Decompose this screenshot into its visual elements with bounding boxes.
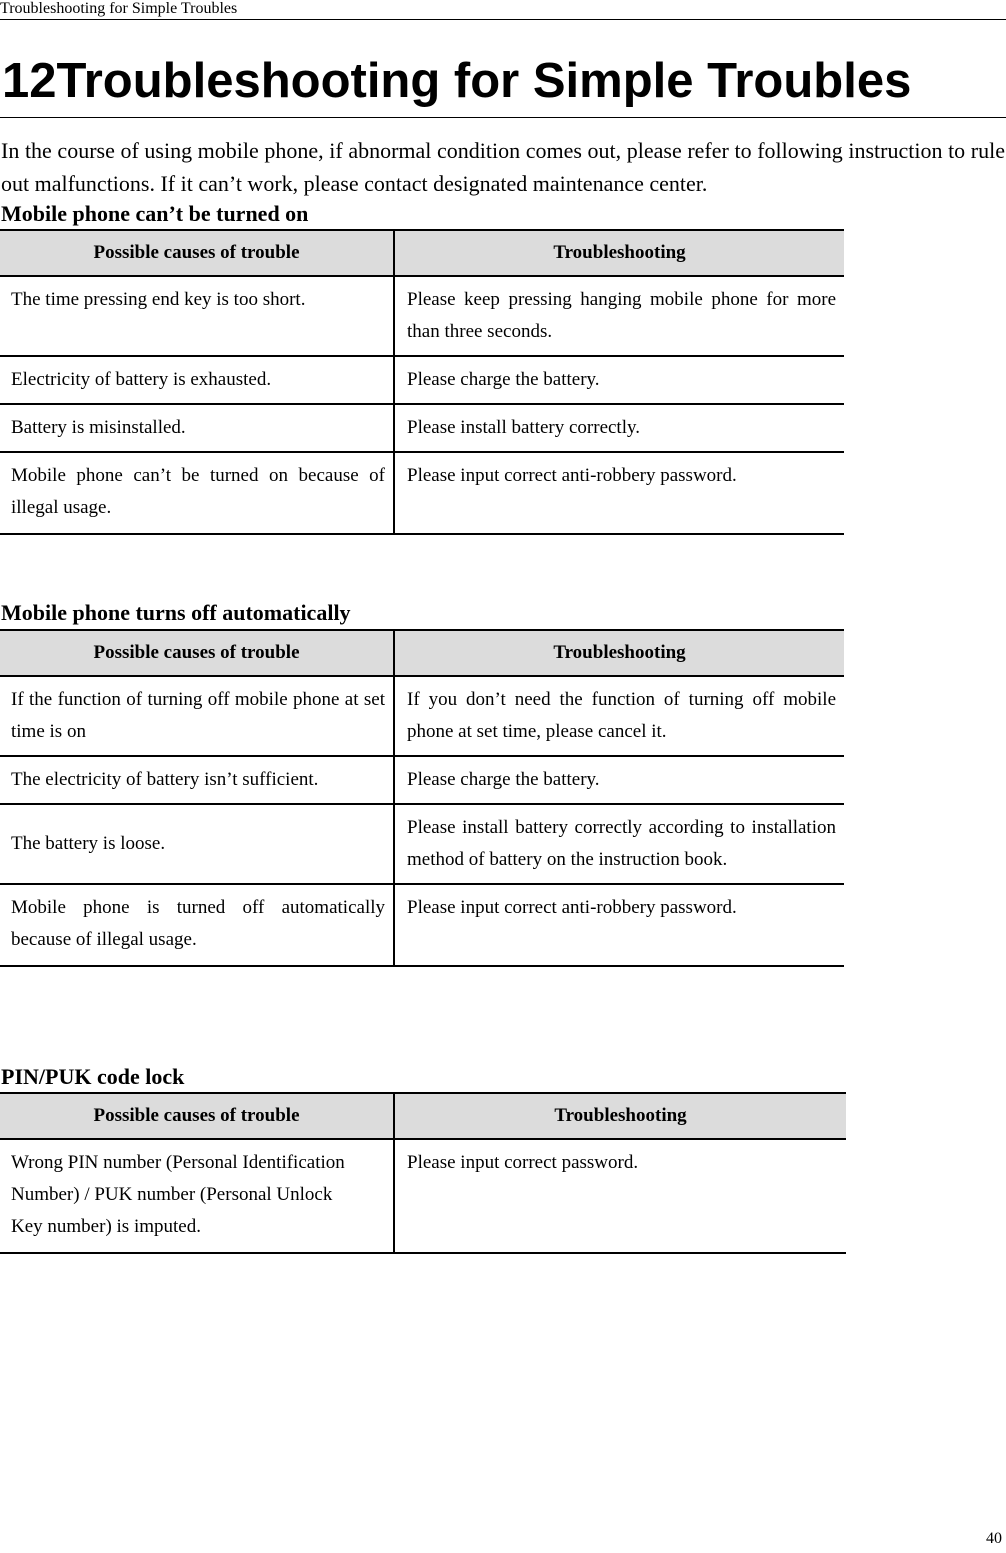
table-header-row xyxy=(0,230,844,276)
running-header: Troubleshooting for Simple Troubles xyxy=(0,0,1006,20)
page-number: 40 xyxy=(986,1530,1002,1547)
section-heading-cannot-turn-on: Mobile phone can’t be turned on xyxy=(1,201,309,226)
chapter-title: 12Troubleshooting for Simple Troubles xyxy=(2,54,912,108)
column-header-troubleshooting: Troubleshooting xyxy=(394,630,844,676)
cause-cell: Electricity of battery is exhausted. xyxy=(0,356,394,404)
table-header-row xyxy=(0,630,844,676)
table-row xyxy=(0,276,844,356)
column-header-causes: Possible causes of trouble xyxy=(0,1093,394,1139)
table-row xyxy=(0,756,844,804)
column-header-troubleshooting: Troubleshooting xyxy=(394,230,844,276)
fix-cell: Please charge the battery. xyxy=(394,356,844,404)
table-row xyxy=(0,404,844,452)
column-header-causes: Possible causes of trouble xyxy=(0,630,394,676)
fix-cell: Please input correct anti-robbery password. xyxy=(394,884,844,966)
chapter-title-rule xyxy=(0,117,1006,118)
cause-cell: The battery is loose. xyxy=(0,804,394,884)
fix-cell: Please input correct password. xyxy=(394,1139,846,1253)
table-row xyxy=(0,356,844,404)
troubleshooting-table-cannot-turn-on xyxy=(0,229,844,535)
column-header-causes: Possible causes of trouble xyxy=(0,230,394,276)
fix-cell: Please install battery correctly according to installation method of battery on the instruction book. xyxy=(394,804,844,884)
fix-cell: Please input correct anti-robbery password. xyxy=(394,452,844,534)
table-row xyxy=(0,884,844,966)
table-row xyxy=(0,676,844,756)
column-header-troubleshooting: Troubleshooting xyxy=(394,1093,846,1139)
cause-cell: Battery is misinstalled. xyxy=(0,404,394,452)
cause-cell: The electricity of battery isn’t sufficient. xyxy=(0,756,394,804)
fix-cell: If you don’t need the function of turning off mobile phone at set time, please cancel it. xyxy=(394,676,844,756)
table-row xyxy=(0,452,844,534)
cause-cell: Wrong PIN number (Personal Identification Number) / PUK number (Personal Unlock Key number) is imputed. xyxy=(0,1139,394,1253)
fix-cell: Please keep pressing hanging mobile phone for more than three seconds. xyxy=(394,276,844,356)
troubleshooting-table-turns-off xyxy=(0,629,844,967)
table-row xyxy=(0,804,844,884)
cause-cell: If the function of turning off mobile phone at set time is on xyxy=(0,676,394,756)
table-row xyxy=(0,1139,846,1253)
section-heading-turns-off: Mobile phone turns off automatically xyxy=(1,600,351,625)
cause-cell: Mobile phone is turned off automatically because of illegal usage. xyxy=(0,884,394,966)
intro-paragraph: In the course of using mobile phone, if abnormal condition comes out, please refer to following instruction to rule out malfunctions. If it can’t work, please contact designated maintenance center. xyxy=(1,138,1005,196)
troubleshooting-table-pin-puk xyxy=(0,1092,846,1254)
cause-cell: Mobile phone can’t be turned on because of illegal usage. xyxy=(0,452,394,534)
fix-cell: Please install battery correctly. xyxy=(394,404,844,452)
table-header-row xyxy=(0,1093,846,1139)
cause-cell: The time pressing end key is too short. xyxy=(0,276,394,356)
section-heading-pin-puk: PIN/PUK code lock xyxy=(1,1064,185,1089)
fix-cell: Please charge the battery. xyxy=(394,756,844,804)
